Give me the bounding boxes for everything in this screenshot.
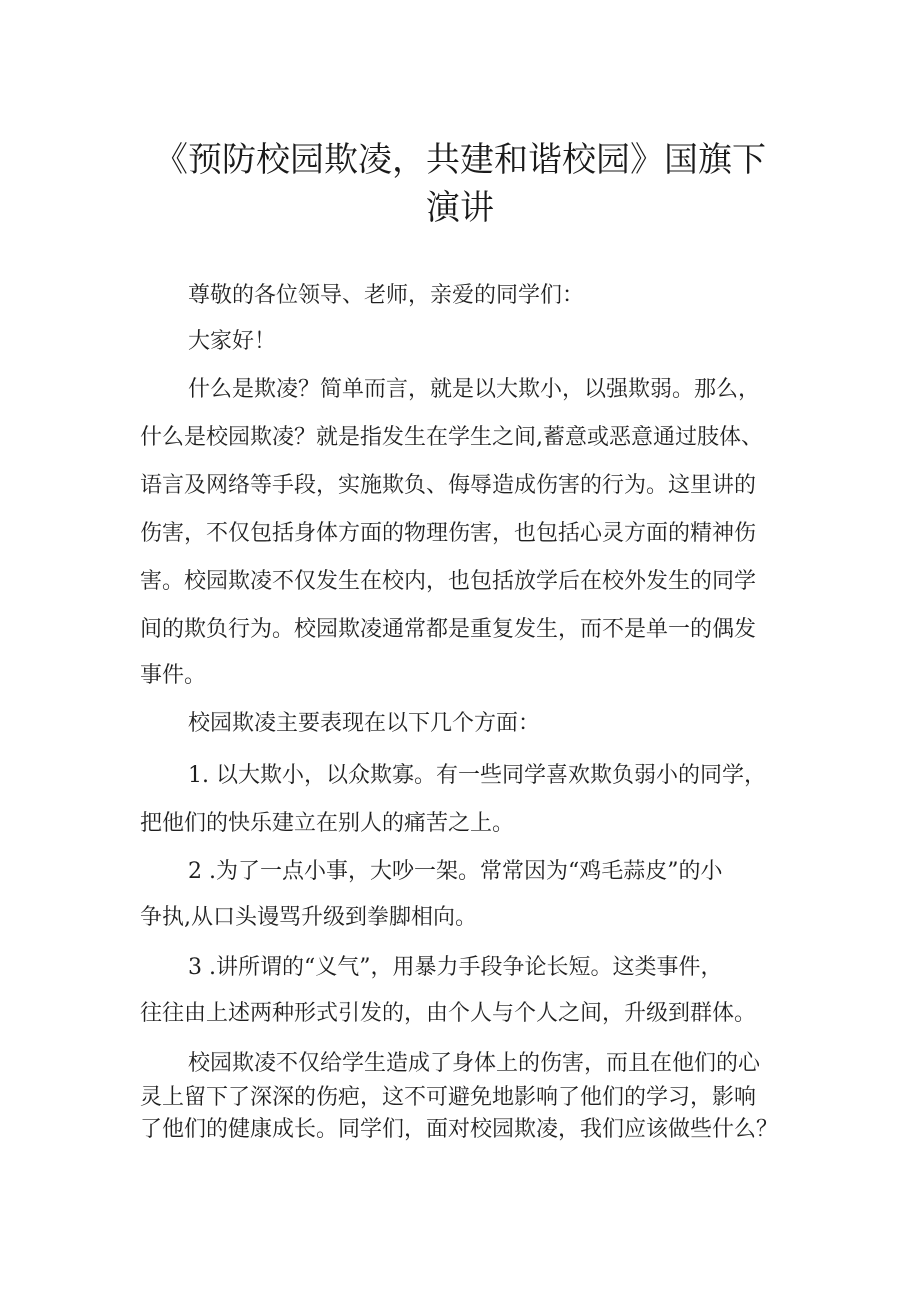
list-item-1-line: 把他们的快乐建立在别人的痛苦之上。 (140, 811, 515, 836)
paragraph-1-line: 间的欺负行为。校园欺凌通常都是重复发生，而不是单一的偶发 (140, 617, 757, 642)
paragraph-3-line: 了他们的健康成长。同学们，面对校园欺凌，我们应该做些什么？ (140, 1117, 779, 1142)
paragraph-1-line: 事件。 (140, 663, 207, 688)
list-item-3-line: 往往由上述两种形式引发的，由个人与个人之间，升级到群体。 (140, 1001, 757, 1026)
paragraph-1-line: 语言及网络等手段，实施欺负、侮辱造成伤害的行为。这里讲的 (140, 473, 757, 498)
document-title-line-2: 演讲 (426, 188, 494, 228)
paragraph-1-line: 什么是欺凌？简单而言，就是以大欺小，以强欺弱。那么， (188, 377, 761, 402)
greeting: 大家好！ (188, 329, 277, 354)
paragraph-1-line: 伤害，不仅包括身体方面的物理伤害，也包括心灵方面的精神伤 (140, 521, 757, 546)
salutation: 尊敬的各位领导、老师，亲爱的同学们： (188, 283, 585, 308)
list-item-2-line: 争执,从口头谩骂升级到拳脚相向。 (140, 905, 477, 930)
document-title-line-1: 《预防校园欺凌，共建和谐校园》国旗下 (154, 140, 766, 180)
list-item-1-line: 1. 以大欺小，以众欺寡。有一些同学喜欢欺负弱小的同学， (188, 763, 766, 788)
paragraph-3-line: 灵上留下了深深的伤疤，这不可避免地影响了他们的学习，影响 (140, 1085, 757, 1110)
paragraph-2: 校园欺凌主要表现在以下几个方面： (188, 711, 541, 736)
list-item-3-line: 3 .讲所谓的“义气”，用暴力手段争论长短。这类事件， (188, 955, 723, 980)
paragraph-3-line: 校园欺凌不仅给学生造成了身体上的伤害，而且在他们的心 (188, 1051, 761, 1076)
paragraph-1-line: 害。校园欺凌不仅发生在校内，也包括放学后在校外发生的同学 (140, 569, 757, 594)
list-item-2-line: 2 .为了一点小事，大吵一架。常常因为“鸡毛蒜皮”的小 (188, 859, 723, 884)
paragraph-1-line: 什么是校园欺凌？就是指发生在学生之间,蓄意或恶意通过肢体、 (140, 425, 763, 450)
